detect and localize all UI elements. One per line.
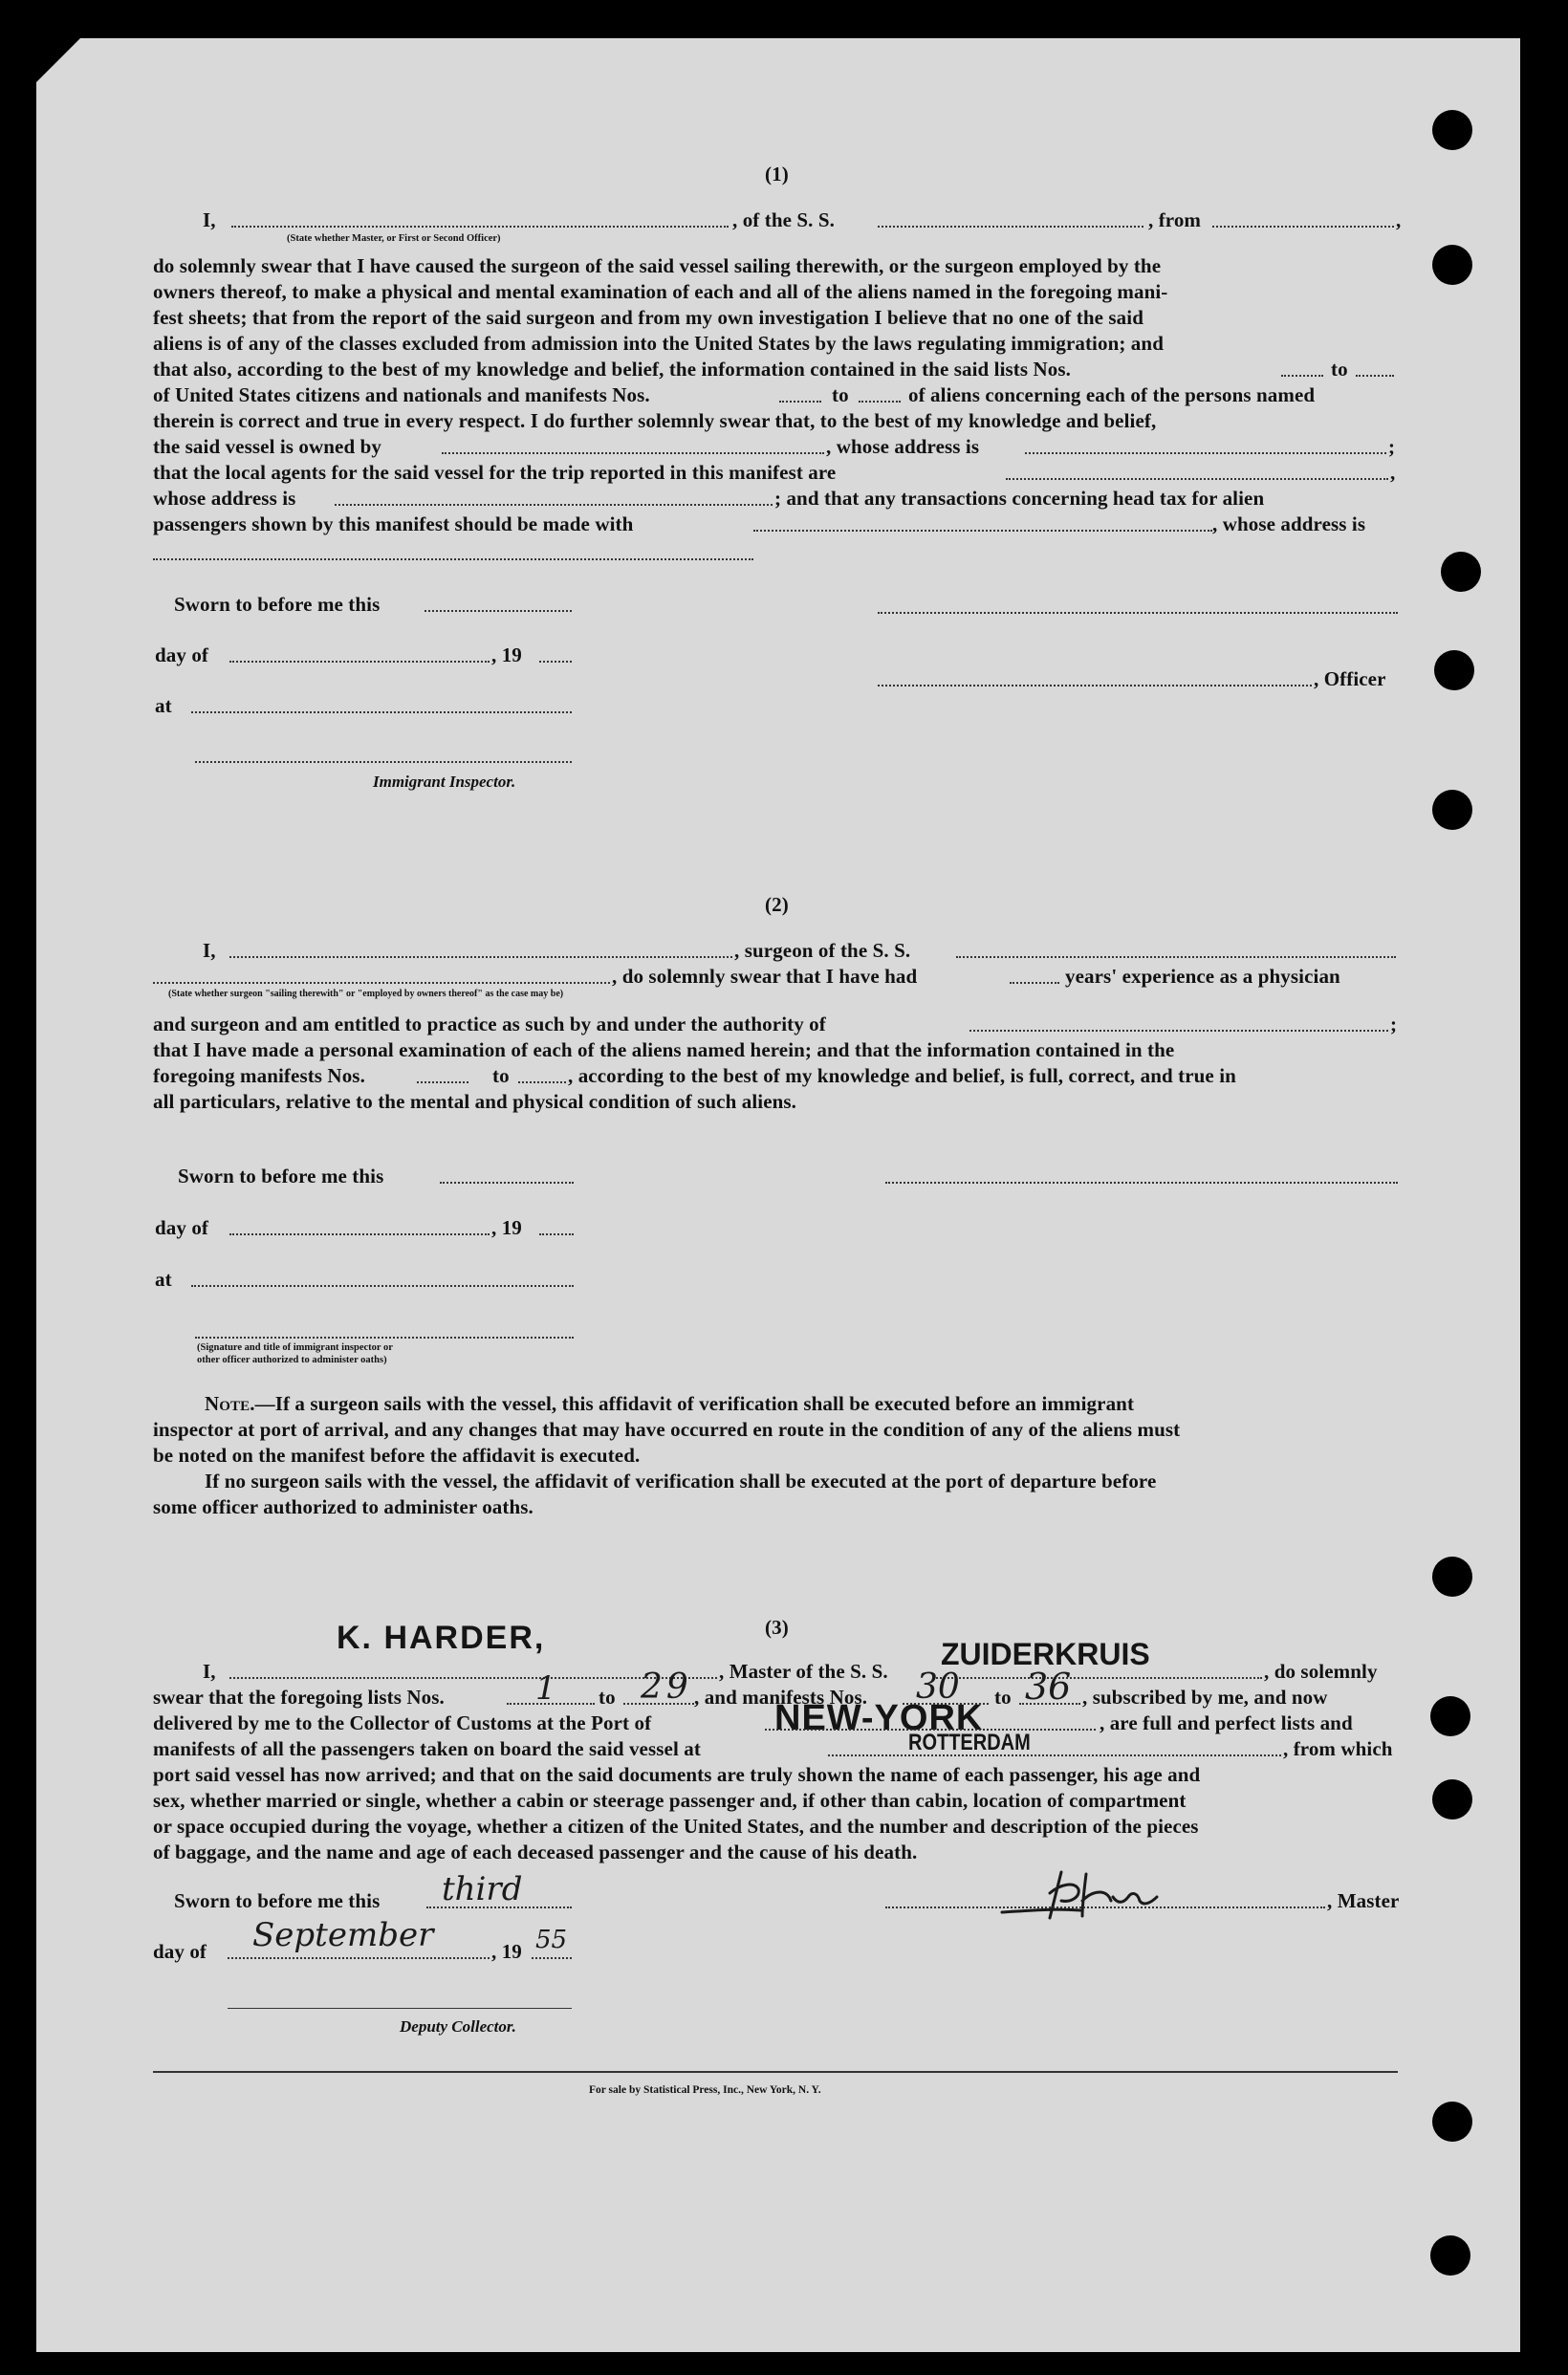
head-tax-field[interactable] — [753, 530, 1212, 532]
oath-text: , do solemnly swear that I have had — [612, 965, 918, 988]
year-prefix: , 19 — [491, 643, 522, 666]
punctuation: ; — [1388, 435, 1396, 458]
oath-text: that the local agents for the said vessel for the trip reported in this manifest are — [153, 461, 837, 484]
oath-text: ; and that any transactions concerning head tax for alien — [774, 487, 1265, 510]
oath-text: to — [492, 1064, 510, 1087]
oath-line: fest sheets; that from the report of the said surgeon and from my own investigation I believe that no one of the said — [153, 306, 1143, 329]
officer-hint: (State whether Master, or First or Second Officer) — [287, 233, 501, 244]
note-label: Note. — [205, 1392, 255, 1415]
oath-line: all particulars, relative to the mental and physical condition of such aliens. — [153, 1090, 797, 1113]
month-field[interactable] — [228, 1957, 490, 1959]
oath-text: , do solemnly — [1264, 1660, 1378, 1683]
sworn-day-field[interactable] — [440, 1182, 574, 1184]
punch-hole — [1430, 1696, 1470, 1736]
oath-text: and surgeon and am entitled to practice as such by and under the authority of — [153, 1013, 826, 1035]
surgeon-status-field[interactable] — [153, 982, 610, 984]
manifest-from-value: 30 — [916, 1667, 960, 1707]
note-text: some officer authorized to administer oaths. — [153, 1495, 534, 1518]
year-field[interactable] — [539, 1233, 574, 1235]
punctuation: , — [1396, 208, 1402, 231]
list-from-field[interactable] — [507, 1703, 595, 1705]
authority-field[interactable] — [969, 1030, 1388, 1032]
sworn-day-field[interactable] — [426, 1907, 572, 1908]
oath-text: , according to the best of my knowledge and belief, is full, correct, and true in — [568, 1064, 1236, 1087]
list-from-field[interactable] — [1281, 375, 1323, 377]
sworn-day-field[interactable] — [425, 610, 572, 612]
note-paragraph — [205, 1394, 1134, 1414]
officer-signature-line[interactable] — [878, 612, 1398, 614]
oath-text: , Master of the S. S. — [719, 1660, 888, 1683]
oath-text: years' experience as a physician — [1065, 965, 1340, 988]
surgeon-signature-line[interactable] — [885, 1182, 1398, 1184]
year-value: 55 — [535, 1926, 568, 1954]
oath-text: , whose address is — [826, 435, 980, 458]
day-of-label: day of — [153, 1940, 207, 1963]
month-field[interactable] — [229, 1233, 490, 1235]
surgeon-ship-field[interactable] — [956, 956, 1396, 958]
oath-line: of baggage, and the name and age of each deceased passenger and the cause of his death. — [153, 1841, 918, 1863]
surgeon-name-field[interactable] — [229, 956, 732, 958]
ship-name-stamp: ZUIDERKRUIS — [941, 1637, 1150, 1671]
sworn-day-value: third — [442, 1870, 523, 1908]
oath-text: , subscribed by me, and now — [1082, 1686, 1328, 1709]
officer-label: , Officer — [1314, 667, 1386, 690]
manifest-to-field[interactable] — [1019, 1703, 1080, 1705]
inspector-signature-line[interactable] — [195, 761, 572, 763]
punch-hole — [1432, 2102, 1472, 2142]
oath-text: whose address is — [153, 487, 296, 510]
printer-imprint: For sale by Statistical Press, Inc., New York, N. Y. — [589, 2084, 821, 2096]
list-to-value: 29 — [641, 1667, 692, 1707]
oath-text: passengers shown by this manifest should be made with — [153, 512, 634, 535]
oath-text: , whose address is — [1212, 512, 1366, 535]
punctuation: ; — [1390, 1013, 1398, 1035]
from-port-field[interactable] — [1212, 226, 1394, 228]
agents-field[interactable] — [1006, 478, 1388, 480]
signature-hint: (Signature and title of immigrant inspector or — [197, 1342, 393, 1353]
owner-field[interactable] — [442, 452, 824, 454]
punch-hole — [1432, 1779, 1472, 1819]
ship-name-field[interactable] — [878, 226, 1143, 228]
at-label: at — [155, 694, 172, 717]
list-to-field[interactable] — [1356, 375, 1394, 377]
affiant-prefix: I, — [203, 208, 216, 231]
oath-text: , and manifests Nos. — [694, 1686, 868, 1709]
oath-line: therein is correct and true in every respect. I do further solemnly swear that, to the best of my knowledge and belief, — [153, 409, 1157, 432]
punch-hole — [1432, 790, 1472, 830]
manifest-to-value: 36 — [1025, 1666, 1072, 1708]
punctuation: , — [1390, 461, 1396, 484]
officer-name-line[interactable] — [878, 685, 1312, 686]
master-name-stamp: K. HARDER, — [337, 1620, 546, 1656]
punch-hole — [1432, 245, 1472, 285]
oath-line: port said vessel has now arrived; and that on the said documents are truly shown the name of each passenger, his age and — [153, 1763, 1201, 1786]
oath-line: do solemnly swear that I have caused the surgeon of the said vessel sailing therewith, or the surgeon employed by the — [153, 254, 1162, 277]
oath-line: of United States citizens and nationals and manifests Nos. — [153, 383, 650, 406]
oath-text: , from which — [1283, 1737, 1393, 1760]
oath-line: aliens is of any of the classes excluded from admission into the United States by the laws regulating immigration; and — [153, 332, 1164, 355]
note-text: —If a surgeon sails with the vessel, this affidavit of verification shall be executed before an immigrant — [254, 1392, 1135, 1415]
note-text: be noted on the manifest before the affidavit is executed. — [153, 1444, 641, 1467]
departure-port-field[interactable] — [828, 1754, 1281, 1756]
oath-line: that also, according to the best of my knowledge and belief, the information contained in the said lists Nos. — [153, 358, 1072, 381]
affiant-prefix: I, — [203, 939, 216, 962]
departure-port-stamp: ROTTERDAM — [908, 1730, 1031, 1756]
oath-line: or space occupied during the voyage, whether a citizen of the United States, and the number and description of the pieces — [153, 1815, 1199, 1838]
master-label: , Master — [1327, 1889, 1400, 1912]
section-number: (3) — [765, 1616, 789, 1639]
manifest-to-field[interactable] — [859, 401, 901, 403]
oath-text: of aliens concerning each of the persons named — [908, 383, 1316, 406]
oath-text: to — [599, 1686, 616, 1709]
label-of-ss: , of the S. S. — [732, 208, 835, 231]
inspector-caption: Immigrant Inspector. — [373, 773, 516, 791]
collector-signature-line[interactable] — [228, 2008, 572, 2009]
note-text: inspector at port of arrival, and any changes that may have occurred en route in the condition of any of the aliens must — [153, 1418, 1181, 1441]
oath-text: to — [1331, 358, 1348, 381]
master-signature-line[interactable] — [885, 1907, 1325, 1908]
oath-text: to — [994, 1686, 1012, 1709]
oath-line: that I have made a personal examination of each of the aliens named herein; and that the information contained in the — [153, 1038, 1175, 1061]
month-field[interactable] — [229, 661, 490, 663]
at-field[interactable] — [191, 711, 572, 713]
oath-text: the said vessel is owned by — [153, 435, 381, 458]
at-label: at — [155, 1268, 172, 1291]
day-of-label: day of — [155, 1216, 209, 1239]
oath-text: foregoing manifests Nos. — [153, 1064, 365, 1087]
agents-address-field[interactable] — [335, 504, 773, 506]
sworn-label: Sworn to before me this — [174, 1889, 381, 1912]
list-to-field[interactable] — [623, 1703, 694, 1705]
sworn-label: Sworn to before me this — [178, 1165, 384, 1188]
surgeon-hint: (State whether surgeon "sailing therewith" or "employed by owners thereof" as the case may be) — [168, 989, 564, 999]
section-number: (2) — [765, 893, 789, 916]
manifest-from-field[interactable] — [779, 401, 821, 403]
punch-hole — [1432, 1557, 1472, 1597]
affiant-prefix: I, — [203, 1660, 216, 1683]
sworn-label: Sworn to before me this — [174, 593, 381, 616]
punch-hole — [1430, 2235, 1470, 2276]
oath-text: , are full and perfect lists and — [1100, 1711, 1353, 1734]
oath-text: delivered by me to the Collector of Customs at the Port of — [153, 1711, 652, 1734]
owner-address-field[interactable] — [1025, 452, 1386, 454]
at-field[interactable] — [191, 1285, 574, 1287]
surgeon-manifest-from-field[interactable] — [417, 1081, 468, 1083]
year-prefix: , 19 — [491, 1216, 522, 1239]
day-of-label: day of — [155, 643, 209, 666]
years-field[interactable] — [1010, 982, 1059, 984]
officer-name-field[interactable] — [231, 226, 729, 228]
punch-hole — [1434, 650, 1474, 690]
signature-hint: other officer authorized to administer oaths) — [197, 1355, 387, 1365]
punch-hole — [1441, 552, 1481, 592]
footer-rule — [153, 2071, 1398, 2073]
master-signature — [994, 1855, 1186, 1924]
punch-hole — [1432, 110, 1472, 150]
oath-text: swear that the foregoing lists Nos. — [153, 1686, 445, 1709]
oath-text: to — [832, 383, 849, 406]
month-value: September — [252, 1916, 434, 1954]
oath-text: manifests of all the passengers taken on board the said vessel at — [153, 1737, 701, 1760]
port-stamp: NEW-YORK — [774, 1698, 984, 1738]
label-from: , from — [1148, 208, 1202, 231]
collector-caption: Deputy Collector. — [400, 2017, 516, 2036]
folded-corner — [36, 38, 80, 82]
note-text: If no surgeon sails with the vessel, the affidavit of verification shall be executed at the port of departure before — [205, 1470, 1157, 1493]
surgeon-manifest-to-field[interactable] — [518, 1081, 566, 1083]
ship-name-field[interactable] — [933, 1677, 1262, 1679]
year-field[interactable] — [532, 1957, 572, 1959]
year-prefix: , 19 — [491, 1940, 522, 1963]
list-from-value: 1 — [535, 1669, 556, 1708]
section-number: (1) — [765, 163, 789, 185]
year-field[interactable] — [539, 661, 572, 663]
oath-text: , surgeon of the S. S. — [734, 939, 911, 962]
oath-line: owners thereof, to make a physical and mental examination of each and all of the aliens named in the foregoing mani- — [153, 280, 1168, 303]
head-tax-address-field[interactable] — [153, 558, 753, 560]
oath-line: sex, whether married or single, whether a cabin or steerage passenger and, if other than cabin, location of compartment — [153, 1789, 1187, 1812]
officer-signature-line[interactable] — [195, 1337, 574, 1339]
